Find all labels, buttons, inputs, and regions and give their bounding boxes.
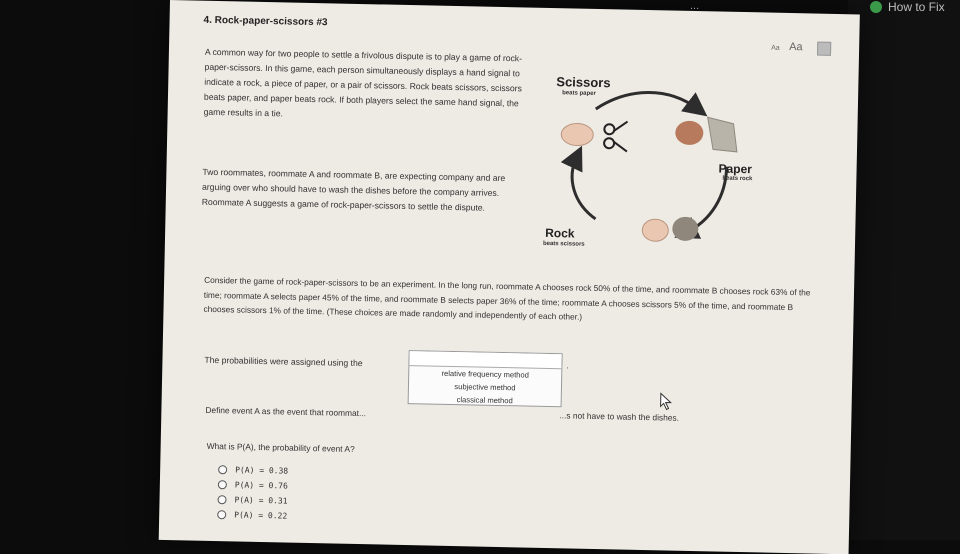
method-option-classical[interactable]: classical method — [456, 395, 513, 406]
text-size-increase[interactable]: Aa — [789, 40, 803, 54]
mouse-cursor-icon — [660, 392, 674, 410]
rock-label: Rock — [545, 225, 575, 241]
experiment-paragraph: Consider the game of rock-paper-scissors to be an experiment. In the long run, roommate A chooses rock 50% of the time, and roommate B chooses rock 63% of the time; roommate A selects paper 45% of the time, and roommate B selects paper 36% of the time; roommate A chooses scissors 5% of the time, and roommate B chooses scissors 1% of the time. (These choices are made randomly and independently of each other.) — [203, 274, 811, 322]
paper-hand-icon — [675, 117, 738, 152]
arrow-scissors-to-paper — [596, 91, 698, 111]
intro-paragraph-1: A common way for two people to settle a frivolous dispute is to play a game of rock-paper-scissors. In this game, each person simultaneously displays a hand signal to indicate a rock, a piece of paper, or a pair of scissors. Rock beats scissors, scissors beats paper, and paper beats rock. If both players select the same hand signal, the game results in a tie. — [203, 46, 523, 119]
background-dark — [848, 0, 960, 540]
radio-button[interactable] — [218, 465, 227, 474]
scissors-label: Scissors — [556, 74, 611, 91]
choice-3-label: P(A) = 0.31 — [234, 495, 288, 506]
how-to-fix-link[interactable] — [870, 0, 945, 14]
text-size-decrease[interactable]: Aa — [771, 44, 780, 52]
choice-2-label: P(A) = 0.76 — [234, 480, 288, 491]
how-to-fix-label: How to Fix — [888, 0, 945, 14]
rock-hand-icon — [642, 216, 699, 242]
radio-button[interactable] — [217, 495, 226, 504]
paper-caption: beats rock — [722, 175, 753, 183]
choice-4[interactable] — [217, 507, 287, 523]
event-a-definition-end: ...s not have to wash the dishes. — [559, 410, 680, 423]
answer-choices — [217, 462, 288, 523]
method-prompt: The probabilities were assigned using the — [204, 354, 363, 369]
choice-1-label: P(A) = 0.38 — [235, 465, 289, 476]
paper-label: Paper — [718, 161, 753, 177]
choice-2[interactable] — [218, 477, 288, 493]
scissors-hand-icon — [561, 120, 628, 151]
scissors-caption: beats paper — [562, 90, 596, 97]
method-trailing-period: . — [566, 360, 570, 371]
question-text: What is P(A), the probability of event A? — [206, 440, 355, 454]
how-to-fix-icon — [870, 1, 882, 13]
choice-1[interactable] — [218, 462, 288, 478]
arrow-rock-to-scissors — [571, 156, 597, 218]
rock-caption: beats scissors — [542, 240, 585, 248]
choice-4-label: P(A) = 0.22 — [234, 510, 288, 521]
method-dropdown[interactable] — [408, 350, 563, 407]
event-a-definition-start: Define event A as the event that roommat... — [205, 404, 367, 419]
method-option-subjective[interactable]: subjective method — [454, 382, 516, 393]
rps-diagram — [535, 68, 759, 263]
choice-3[interactable] — [217, 492, 287, 508]
question-title: 4. Rock-paper-scissors #3 — [203, 14, 328, 29]
print-icon[interactable] — [817, 42, 831, 56]
radio-button[interactable] — [217, 510, 226, 519]
radio-button[interactable] — [218, 480, 227, 489]
method-option-relative-frequency[interactable]: relative frequency method — [441, 368, 530, 380]
intro-paragraph-2: Two roommates, roommate A and roommate B, are expecting company and are arguing over who should have to wash the dishes before the company arrives. Roommate A suggests a game of rock-paper-scissors to settle the dispute. — [201, 166, 506, 213]
browser-page — [159, 0, 860, 554]
top-toolbar-snippet: ... — [690, 0, 700, 12]
